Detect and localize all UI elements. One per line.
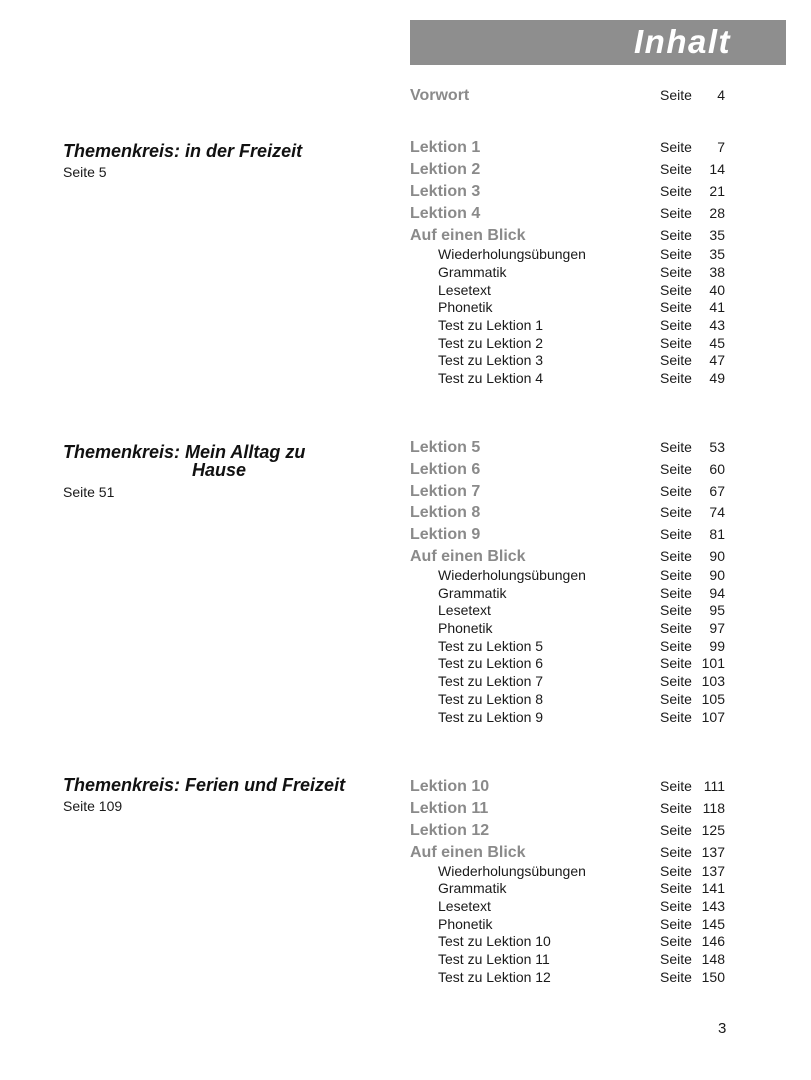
theme-title-continued: Hause xyxy=(192,460,247,480)
toc-seite: Seite xyxy=(660,299,692,315)
toc-entry xyxy=(410,709,730,729)
toc-entry xyxy=(410,880,730,900)
toc-label: Lektion 8 xyxy=(410,504,481,521)
toc-label: Test zu Lektion 5 xyxy=(438,638,544,654)
toc-entry xyxy=(410,778,730,798)
toc-entry xyxy=(410,317,730,337)
toc-seite: Seite xyxy=(660,585,692,601)
toc-entry xyxy=(410,504,730,524)
toc-page: 99 xyxy=(709,638,725,654)
toc-page: 41 xyxy=(709,299,725,315)
toc-entry xyxy=(410,898,730,918)
toc-seite: Seite xyxy=(660,227,692,243)
toc-page: 146 xyxy=(701,933,725,949)
toc-entry xyxy=(410,299,730,319)
theme-title: Themenkreis: Ferien und Freizeit xyxy=(63,775,346,795)
toc-label: Vorwort xyxy=(410,87,470,104)
toc-entry xyxy=(410,205,730,225)
toc-page: 97 xyxy=(709,620,725,636)
toc-page: 35 xyxy=(709,246,725,262)
toc-entry xyxy=(410,548,730,568)
toc-entry xyxy=(410,691,730,711)
page-number: 3 xyxy=(718,1020,727,1037)
toc-label: Grammatik xyxy=(438,585,507,601)
page-title: Inhalt xyxy=(634,23,731,60)
toc-seite: Seite xyxy=(660,183,692,199)
toc-page: 125 xyxy=(701,822,725,838)
toc-label: Test zu Lektion 6 xyxy=(438,655,544,671)
toc-page: 90 xyxy=(709,567,725,583)
toc-page: 43 xyxy=(709,317,725,333)
toc-label: Wiederholungsübungen xyxy=(438,246,586,262)
theme-title: Themenkreis: Mein Alltag zu xyxy=(63,442,306,462)
toc-seite: Seite xyxy=(660,969,692,985)
toc-page: 137 xyxy=(701,844,725,860)
toc-entry xyxy=(410,183,730,203)
toc-seite: Seite xyxy=(660,139,692,155)
toc-label: Lektion 11 xyxy=(410,800,489,817)
toc-label: Lektion 12 xyxy=(410,822,490,839)
toc-label: Wiederholungsübungen xyxy=(438,863,586,879)
toc-seite: Seite xyxy=(660,205,692,221)
toc-entry xyxy=(410,370,730,390)
toc-seite: Seite xyxy=(660,602,692,618)
toc-seite: Seite xyxy=(660,161,692,177)
toc-seite: Seite xyxy=(660,370,692,386)
toc-seite: Seite xyxy=(660,709,692,725)
toc-label: Auf einen Blick xyxy=(410,548,526,565)
toc-entry xyxy=(410,800,730,820)
toc-seite: Seite xyxy=(660,800,692,816)
toc-entry xyxy=(410,951,730,971)
toc-seite: Seite xyxy=(660,526,692,542)
toc-seite: Seite xyxy=(660,778,692,794)
toc-entry xyxy=(410,567,730,587)
toc-seite: Seite xyxy=(660,87,692,103)
toc-page: 40 xyxy=(709,282,725,298)
toc-page: 67 xyxy=(709,483,725,499)
toc-seite: Seite xyxy=(660,638,692,654)
toc-seite: Seite xyxy=(660,246,692,262)
toc-label: Auf einen Blick xyxy=(410,844,526,861)
toc-label: Test zu Lektion 8 xyxy=(438,691,544,707)
toc-label: Lektion 7 xyxy=(410,483,481,500)
toc-label: Test zu Lektion 7 xyxy=(438,673,544,689)
toc-label: Test zu Lektion 1 xyxy=(438,317,544,333)
toc-seite: Seite xyxy=(660,880,692,896)
toc-label: Grammatik xyxy=(438,880,507,896)
toc-page: 137 xyxy=(701,863,725,879)
toc-page: 95 xyxy=(709,602,725,618)
toc-page: 49 xyxy=(709,370,725,386)
toc-label: Lektion 4 xyxy=(410,205,481,222)
toc-label: Test zu Lektion 9 xyxy=(438,709,544,725)
toc-label: Lesetext xyxy=(438,282,491,298)
theme-page: Seite 51 xyxy=(63,484,115,500)
toc-label: Test zu Lektion 10 xyxy=(438,933,551,949)
toc-seite: Seite xyxy=(660,264,692,280)
theme-page: Seite 109 xyxy=(63,798,123,814)
toc-page: 60 xyxy=(709,461,725,477)
toc-entry xyxy=(410,139,730,159)
toc-entry xyxy=(410,264,730,284)
toc-entry xyxy=(410,969,730,989)
toc-seite: Seite xyxy=(660,898,692,914)
toc-label: Phonetik xyxy=(438,299,493,315)
toc-label: Grammatik xyxy=(438,264,507,280)
toc-seite: Seite xyxy=(660,933,692,949)
toc-entry xyxy=(410,246,730,266)
toc-seite: Seite xyxy=(660,483,692,499)
toc-seite: Seite xyxy=(660,352,692,368)
toc-label: Test zu Lektion 4 xyxy=(438,370,544,386)
toc-entry xyxy=(410,483,730,503)
toc-label: Test zu Lektion 12 xyxy=(438,969,551,985)
toc-page: 105 xyxy=(701,691,725,707)
header-bar xyxy=(410,20,786,65)
toc-seite: Seite xyxy=(660,655,692,671)
toc-seite: Seite xyxy=(660,504,692,520)
toc-label: Lektion 9 xyxy=(410,526,481,543)
toc-page: 141 xyxy=(701,880,725,896)
toc-label: Lektion 10 xyxy=(410,778,490,795)
toc-entry xyxy=(410,602,730,622)
toc-page: 118 xyxy=(702,800,725,816)
toc-seite: Seite xyxy=(660,317,692,333)
toc-entry xyxy=(410,526,730,546)
theme-title: Themenkreis: in der Freizeit xyxy=(63,141,303,161)
toc-page: 47 xyxy=(709,352,725,368)
toc-label: Lektion 2 xyxy=(410,161,481,178)
toc-page: 94 xyxy=(709,585,725,601)
toc-page: 101 xyxy=(701,655,725,671)
toc-label: Lesetext xyxy=(438,898,491,914)
toc-seite: Seite xyxy=(660,691,692,707)
toc-seite: Seite xyxy=(660,548,692,564)
toc-seite: Seite xyxy=(660,916,692,932)
toc-page: 28 xyxy=(709,205,725,221)
toc-label: Test zu Lektion 2 xyxy=(438,335,544,351)
toc-entry xyxy=(410,352,730,372)
toc-label: Wiederholungsübungen xyxy=(438,567,586,583)
toc-label: Lektion 1 xyxy=(410,139,481,156)
toc-seite: Seite xyxy=(660,567,692,583)
toc-page: 53 xyxy=(709,439,725,455)
toc-seite: Seite xyxy=(660,673,692,689)
toc-entry xyxy=(410,227,730,247)
toc-seite: Seite xyxy=(660,461,692,477)
toc-page: 21 xyxy=(709,183,725,199)
toc-entry xyxy=(410,933,730,953)
theme-page: Seite 5 xyxy=(63,164,107,180)
toc-label: Lesetext xyxy=(438,602,491,618)
toc-page: 150 xyxy=(701,969,725,985)
toc-page: 148 xyxy=(701,951,725,967)
toc-entry xyxy=(410,461,730,481)
toc-page: 143 xyxy=(701,898,725,914)
toc-seite: Seite xyxy=(660,822,692,838)
toc-label: Test zu Lektion 3 xyxy=(438,352,544,368)
toc-entry xyxy=(410,655,730,675)
toc-seite: Seite xyxy=(660,620,692,636)
toc-page: 81 xyxy=(709,526,725,542)
toc-page: 74 xyxy=(709,504,725,520)
toc-page: 90 xyxy=(709,548,725,564)
toc-seite: Seite xyxy=(660,951,692,967)
toc-page: 145 xyxy=(701,916,725,932)
toc-label: Auf einen Blick xyxy=(410,227,526,244)
toc-entry xyxy=(410,673,730,693)
toc-page: 103 xyxy=(701,673,725,689)
toc-label: Phonetik xyxy=(438,916,493,932)
toc-seite: Seite xyxy=(660,335,692,351)
toc-seite: Seite xyxy=(660,439,692,455)
toc-entry xyxy=(410,844,730,864)
toc-label: Lektion 3 xyxy=(410,183,481,200)
toc-label: Phonetik xyxy=(438,620,493,636)
toc-entry xyxy=(410,822,730,842)
toc-page: 38 xyxy=(709,264,725,280)
toc-page: 107 xyxy=(701,709,725,725)
toc-page: 35 xyxy=(709,227,725,243)
toc-entry xyxy=(410,620,730,640)
toc-entry xyxy=(410,439,730,459)
toc-entry xyxy=(410,161,730,181)
toc-seite: Seite xyxy=(660,844,692,860)
toc-page: 4 xyxy=(717,87,725,103)
toc-label: Test zu Lektion 11 xyxy=(438,951,550,967)
toc-page: 7 xyxy=(717,139,725,155)
toc-page: 111 xyxy=(703,778,725,794)
toc-seite: Seite xyxy=(660,863,692,879)
toc-label: Lektion 5 xyxy=(410,439,481,456)
toc-page: 45 xyxy=(709,335,725,351)
toc-seite: Seite xyxy=(660,282,692,298)
toc-entry xyxy=(410,87,730,107)
toc-label: Lektion 6 xyxy=(410,461,481,478)
toc-page: 14 xyxy=(709,161,725,177)
